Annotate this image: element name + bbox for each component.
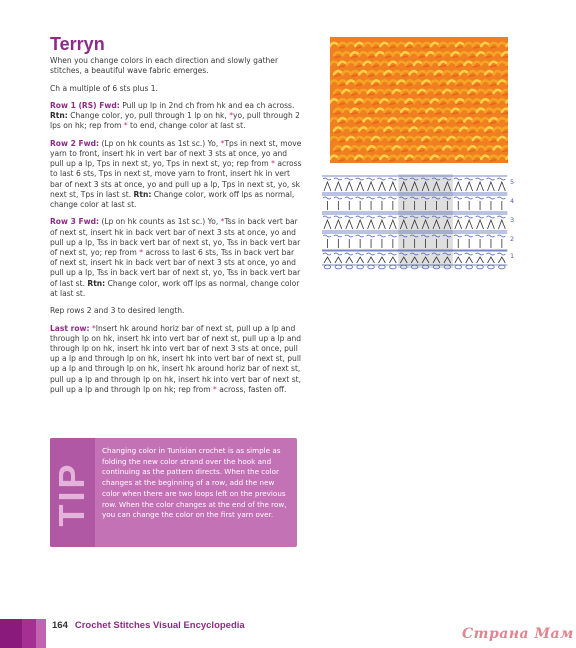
repeat-asterisk: * [220,217,225,227]
watermark-logo: Страна Мам [462,626,574,642]
chart-stitch-symbol [323,197,331,210]
chart-stitch-symbol [454,216,462,229]
chart-stitch-symbol [345,216,353,229]
chart-stitch-symbol [367,178,375,191]
stitch-chart [320,172,520,270]
row-2-text-a: (Lp on hk counts as 1st sc.) Yo, [101,138,219,148]
pattern-title: Terryn [50,34,105,54]
chart-stitch-symbol [388,235,396,248]
row-3-text-c: across to last 6 sts, Tss in back vert bar of next st, insert hk in back vert bar of next 3 sts at once, yo and pull up a lp, Tss in back vert bar of next st, yo, Tss in back vert bar of last st. [50,248,301,288]
chart-stitch-symbol [323,178,331,191]
repeat-asterisk: * [229,111,234,121]
chart-chain-symbol [499,265,506,269]
chart-row-label: 5 [510,178,515,186]
chart-stitch-symbol [388,253,396,263]
chart-stitch-symbol [465,253,473,263]
chart-stitch-symbol [356,253,364,263]
repeat-rows-note: Rep rows 2 and 3 to desired length. [50,306,185,316]
chart-stitch-symbol [334,253,342,263]
chart-stitch-symbol [454,253,462,263]
chart-row-label: 3 [510,216,515,224]
chart-stitch-symbol [356,235,364,248]
tip-heading: TIP [51,461,92,527]
chart-stitch-symbol [334,178,342,191]
chart-stitch-symbol [378,253,386,263]
chart-stitch-symbol [378,235,386,248]
row-1-return-text-b: yo, pull through 2 lps on hk; rep from [50,111,300,131]
row-3-text-b: Tss in back vert bar of next st, insert hk in back vert bar of next 3 sts at once, yo and pull up a lp, Tss in back vert bar of next st, yo, Tss in back vert bar of next st, yo; rep from [50,217,301,257]
chart-stitch-symbol [497,216,505,229]
row-2-label: Row 2 Fwd: [50,138,100,148]
swatch-photo [330,37,508,163]
pattern-instructions [50,56,302,402]
last-row-text-a: Insert hk around horiz bar of next st, pull up a lp and through lp on hk, insert hk into vert bar of next st, pull up a lp and through lp on hk, insert hk into vert bar of next 3 sts at once, pull up a lp and through lp on hk, insert hk into vert bar of next st, pull up a lp and through lp on hk, insert hk around horiz bar of next st, pull up a lp and through lp on hk, insert hk into vert bar of next st, pull up a lp and through lp on hk; rep from [50,323,302,394]
repeat-asterisk: * [91,323,96,333]
chart-stitch-symbol [497,197,505,210]
chart-row-label: 4 [510,197,515,205]
row-2-return-label: Rtn: [133,189,152,199]
row-1-instructions [50,101,302,132]
chart-stitch-symbol [388,178,396,191]
chart-chain-symbol [335,265,342,269]
chart-stitch-symbol [487,178,495,191]
chart-stitch-symbol [465,178,473,191]
chart-stitch-symbol [497,253,505,263]
tip-sidebar [50,438,95,547]
repeat-asterisk: * [213,384,217,394]
chart-chain-symbol [346,265,353,269]
chart-stitch-symbol [487,216,495,229]
chart-stitch-symbol [378,216,386,229]
chart-chain-symbol [477,265,484,269]
chart-chain-symbol [390,265,397,269]
chart-stitch-symbol [367,197,375,210]
repeat-asterisk: * [271,159,275,169]
row-2-text-b: Tps in next st, move yarn to front, insert hk in vert bar of next 3 sts at once, yo and pull up a lp, Tps in next st, yo, Tps in next st, yo; rep from [50,138,302,169]
chart-stitch-symbol [345,197,353,210]
row-3-return-text: Change color, work off lps as normal, change color at last st. [50,278,300,298]
row-1-forward: Pull up lp in 2nd ch from hk and ea ch across. [122,100,295,110]
chart-stitch-symbol [367,253,375,263]
last-row-label: Last row: [50,323,90,333]
chart-stitch-symbol [497,235,505,248]
chart-stitch-symbol [465,216,473,229]
row-3-return-label: Rtn: [87,278,106,288]
last-row-instructions [50,324,302,395]
chart-stitch-symbol [388,197,396,210]
chart-chain-symbol [488,265,495,269]
chart-stitch-symbol [345,253,353,263]
chart-stitch-symbol [334,235,342,248]
chart-stitch-symbol [378,197,386,210]
chart-stitch-symbol [476,178,484,191]
tip-box [50,438,297,547]
footer-bar-segment [36,619,46,648]
chart-stitch-symbol [356,216,364,229]
last-row-text-b: across, fasten off. [219,384,287,394]
chart-stitch-symbol [454,235,462,248]
page-footer [52,620,245,631]
chart-stitch-symbol [378,178,386,191]
foundation-chain: Ch a multiple of 6 sts plus 1. [50,83,158,93]
chart-stitch-symbol [465,197,473,210]
chart-stitch-symbol [476,253,484,263]
chart-stitch-symbol [345,178,353,191]
row-1-label: Row 1 (RS) Fwd: [50,100,120,110]
chart-stitch-symbol [454,197,462,210]
chart-stitch-symbol [476,197,484,210]
repeat-asterisk: * [123,121,128,131]
repeat-asterisk: * [139,248,144,257]
chart-row-label: 1 [510,252,515,260]
chart-stitch-symbol [487,253,495,263]
chart-stitch-symbol [476,216,484,229]
row-2-return-text: Change color, work off lps as normal, change color at last st. [50,189,295,209]
chart-chain-symbol [455,265,462,269]
chart-stitch-symbol [356,197,364,210]
chart-row-label: 2 [510,235,515,243]
row-1-return-text-a: Change color, yo, pull through 1 lp on hk, [70,111,227,121]
row-2-text-c: across to last 6 sts, Tps in next st, move yarn to front, insert hk in vert bar of next 3 sts at once, yo and pull up a lp, Tps in next st, yo, sk next st, Tps in last st. [50,159,302,199]
chart-chain-symbol [466,265,473,269]
chart-stitch-symbol [323,235,331,248]
chart-stitch-symbol [356,178,364,191]
footer-bar-segment [22,619,36,648]
repeat-asterisk: * [220,138,225,148]
intro-paragraph: When you change colors in each direction and slowly gather stitches, a beautiful wave fabric emerges. [50,56,279,76]
chart-stitch-symbol [497,178,505,191]
chart-stitch-symbol [454,178,462,191]
chart-chain-symbol [324,265,331,269]
chart-stitch-symbol [388,216,396,229]
chart-stitch-symbol [345,235,353,248]
chart-stitch-symbol [367,235,375,248]
row-3-text-a: (Lp on hk counts as 1st sc.) Yo, [101,217,219,227]
chart-stitch-symbol [334,216,342,229]
chart-chain-symbol [368,265,375,269]
row-3-instructions [50,217,302,299]
chart-chain-symbol [357,265,364,269]
tip-text: Changing color in Tunisian crochet is as simple as folding the new color strand over the hook and continuing as the pattern directs. When the color changes at the beginning of a row, add the new color when there are two loops left on the previous row. When the color changes at the end of the row, you can change the color on the first yarn over. [102,446,287,520]
page-number: 164 [52,620,68,631]
footer-bar-segment [0,619,22,648]
chart-stitch-symbol [323,253,331,263]
row-1-return-text-c: to end, change color at last st. [130,121,246,131]
chart-stitch-symbol [465,235,473,248]
chart-stitch-symbol [334,197,342,210]
chart-stitch-symbol [367,216,375,229]
footer-color-bar [0,619,46,648]
row-2-instructions [50,139,302,210]
chart-chain-symbol [379,265,386,269]
row-1-return-label: Rtn: [50,111,68,121]
chart-stitch-symbol [476,235,484,248]
chart-stitch-symbol [487,235,495,248]
row-3-label: Row 3 Fwd: [50,217,100,227]
chart-stitch-symbol [487,197,495,210]
book-title: Crochet Stitches Visual Encyclopedia [74,620,245,631]
chart-stitch-symbol [323,216,331,229]
